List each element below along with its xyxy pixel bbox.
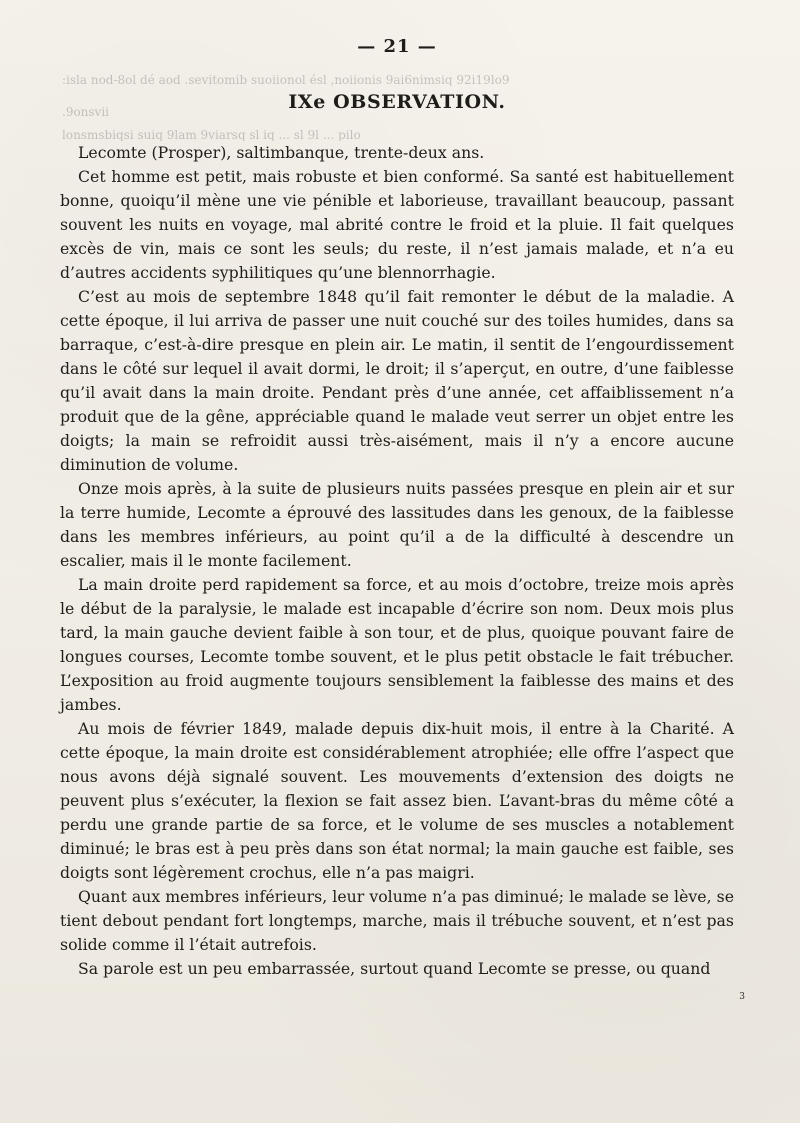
page-mark: 3 xyxy=(739,992,745,1002)
paragraph: Lecomte (Prosper), saltimbanque, trente-deux ans. xyxy=(78,143,485,162)
paragraph: Sa parole est un peu embarrassée, surtout quand Lecomte se presse, ou quand xyxy=(78,959,711,978)
paragraph: C’est au mois de septembre 1848 qu’il fait remonter le début de la maladie. A cette époque, il lui arriva de passer une nuit couché sur des toiles humides, dans sa barraque, c’est-à-dire presque en plein air. Le matin, il sentit de l’engourdissement dans le côté sur lequel il avait dormi, le droit; il s’aperçut, en outre, d’une faiblesse qu’il avait dans la main droite. Pendant près d’une année, cet affaiblissement n’a produit que de la gêne, appréciable quand le malade veut serrer un objet entre les doigts; la main se refroidit aussi très-aisément, mais il n’y a encore aucune diminution de volume. xyxy=(60,287,734,474)
bleed-through-text: :isla nod-8ol dé aod .sevitomib suoiionol ésl ,noiionis 9ai6nimsiq 92i19lo9 xyxy=(62,74,510,86)
bleed-through-text: .9onsvii xyxy=(62,106,110,118)
paragraph: Cet homme est petit, mais robuste et bien conformé. Sa santé est habituellement bonne, quoiqu’il mène une vie pénible et laborieuse, travaillant beaucoup, passant souvent les nuits en voyage, mal abrité contre le froid et la pluie. Il fait quelques excès de vin, mais ce sont les seuls; du reste, il n’est jamais malade, et n’a eu d’autres accidents syphilitiques qu’une blennorrhagie. xyxy=(60,167,734,282)
section-title: IXe OBSERVATION. xyxy=(288,91,506,113)
paragraph: La main droite perd rapidement sa force, et au mois d’octobre, treize mois après le début de la paralysie, le malade est incapable d’écrire son nom. Deux mois plus tard, la main gauche devient faible à son tour, et de plus, quoique pouvant faire de longues courses, Lecomte tombe souvent, et le plus petit obstacle le fait trébucher. L’exposition au froid augmente toujours sensiblement la faiblesse des mains et des jambes. xyxy=(60,575,734,714)
paragraph: Onze mois après, à la suite de plusieurs nuits passées presque en plein air et sur la terre humide, Lecomte a éprouvé des lassitudes dans les genoux, de la faiblesse dans les membres inférieurs, au point qu’il a de la difficulté à descendre un escalier, mais il le monte facilement. xyxy=(60,479,734,570)
paragraph: Au mois de février 1849, malade depuis dix-huit mois, il entre à la Charité. A cette époque, la main droite est considérablement atrophiée; elle offre l’aspect que nous avons déjà signalé souvent. Les mouvements d’extension des doigts ne peuvent plus s’exécuter, la flexion se fait assez bien. L’avant-bras du même côté a perdu une grande partie de sa force, et le volume de ses muscles a notablement diminué; le bras est à peu près dans son état normal; la main gauche est faible, ses doigts sont légèrement crochus, elle n’a pas maigri. xyxy=(60,719,734,882)
page-number: — 21 — xyxy=(357,36,437,57)
body-text xyxy=(60,141,734,981)
paragraph: Quant aux membres inférieurs, leur volume n’a pas diminué; le malade se lève, se tient debout pendant fort longtemps, marche, mais il trébuche souvent, et n’est pas solide comme il l’était autrefois. xyxy=(60,887,734,954)
bleed-through-text: lonsmsbiqsi suiq 9lam 9viarsq sl iq ... sl 9l ... pilo xyxy=(62,129,361,141)
